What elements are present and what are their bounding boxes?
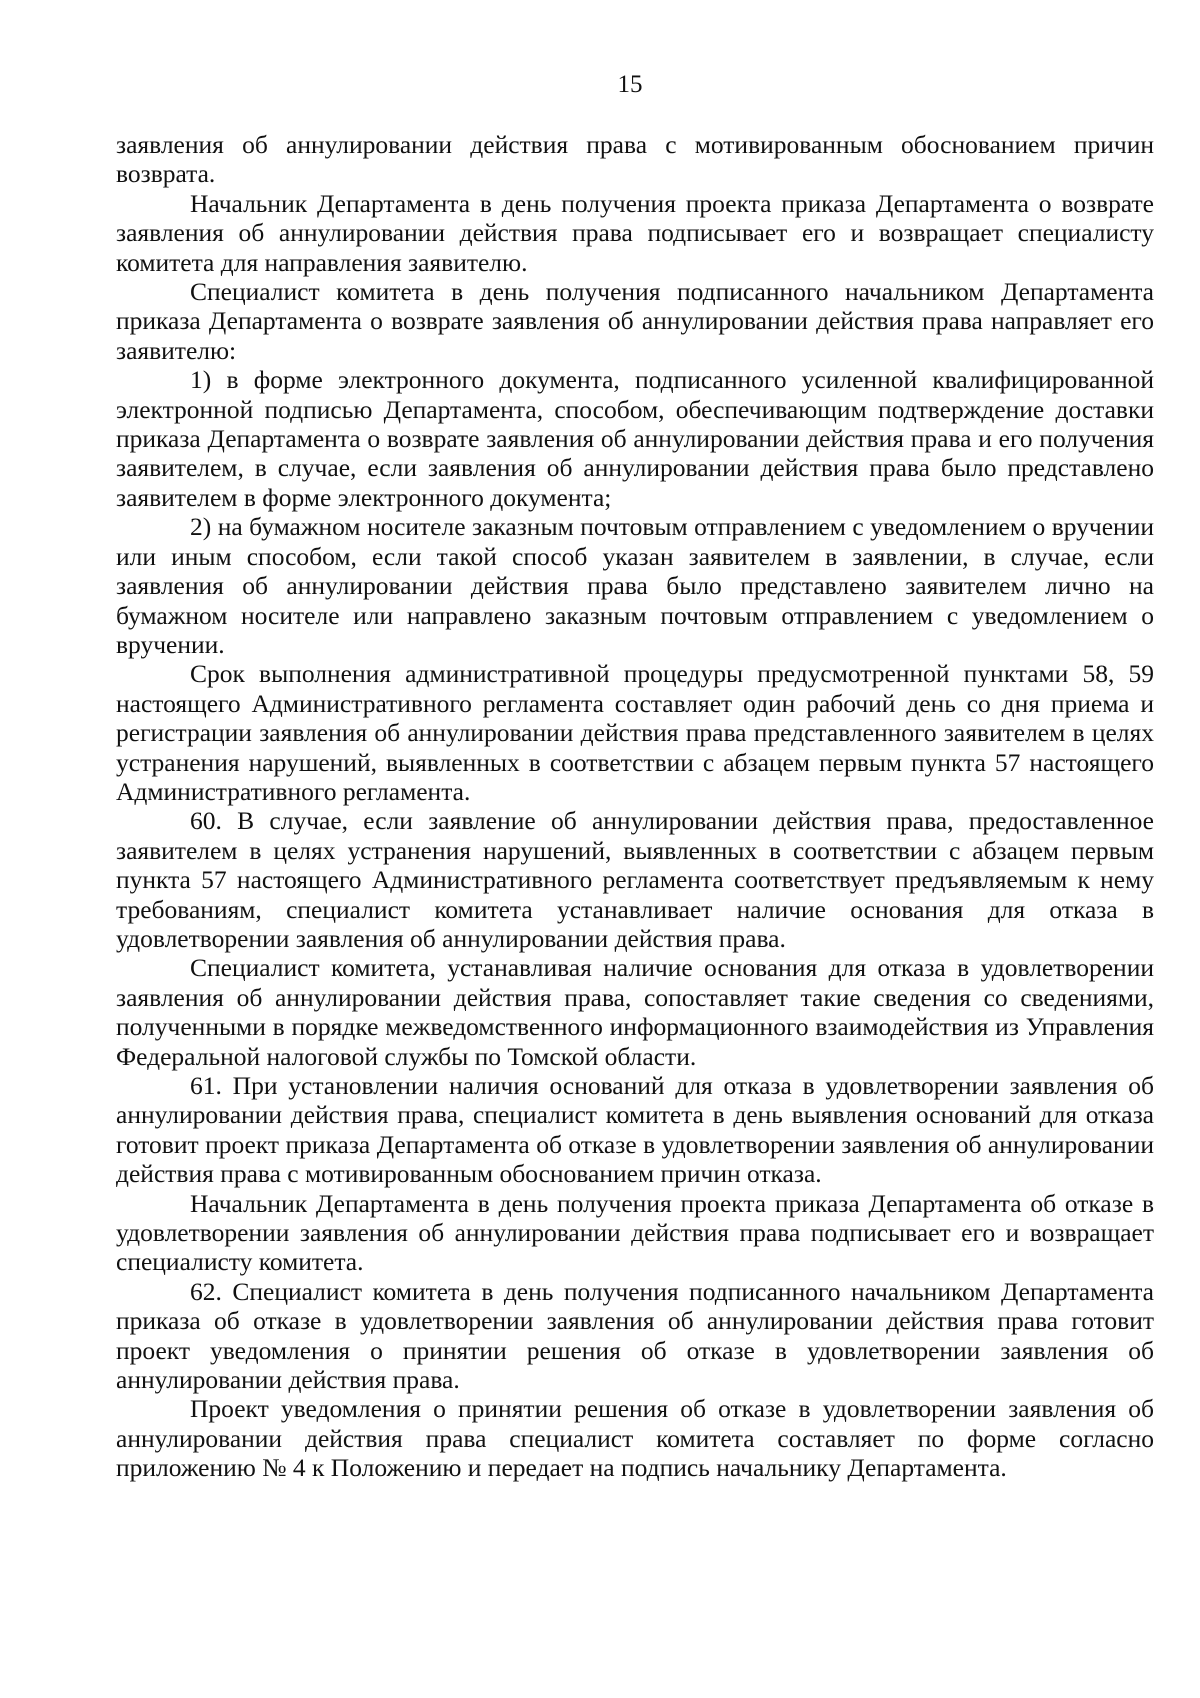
- paragraph: Специалист комитета в день получения подписанного начальником Департамента приказа Департамента о возврате заявления об аннулировании действия права направляет его заявителю:: [116, 277, 1154, 365]
- page-number: 15: [617, 71, 643, 98]
- clause-61: 61. При установлении наличия оснований для отказа в удовлетворении заявления об аннулировании действия права, специалист комитета в день выявления оснований для отказа готовит проект приказа Департамента об отказе в удовлетворении заявления об аннулировании действия права с мотивированным обоснованием причин отказа.: [116, 1071, 1154, 1189]
- paragraph-continuation: заявления об аннулировании действия права с мотивированным обоснованием причин возврата.: [116, 130, 1154, 189]
- paragraph: Специалист комитета, устанавливая наличие основания для отказа в удовлетворении заявления об аннулировании действия права, сопоставляет такие сведения со сведениями, полученными в порядке межведомственного информационного взаимодействия из Управления Федеральной налоговой службы по Томской области.: [116, 953, 1154, 1071]
- clause-60: 60. В случае, если заявление об аннулировании действия права, предоставленное заявителем в целях устранения нарушений, выявленных в соответствии с абзацем первым пункта 57 настоящего Административного регламента соответствует предъявляемым к нему требованиям, специалист комитета устанавливает наличие основания для отказа в удовлетворении заявления об аннулировании действия права.: [116, 806, 1154, 953]
- list-item-2: 2) на бумажном носителе заказным почтовым отправлением с уведомлением о вручении или иным способом, если такой способ указан заявителем в заявлении, в случае, если заявления об аннулировании действия права было представлено заявителем лично на бумажном носителе или направлено заказным почтовым отправлением с уведомлением о вручении.: [116, 512, 1154, 659]
- document-body: [116, 130, 1154, 1483]
- list-item-1: 1) в форме электронного документа, подписанного усиленной квалифицированной электронной подписью Департамента, способом, обеспечивающим подтверждение доставки приказа Департамента о возврате заявления об аннулировании действия права и его получения заявителем, в случае, если заявления об аннулировании действия права было представлено заявителем в форме электронного документа;: [116, 365, 1154, 512]
- paragraph: Срок выполнения административной процедуры предусмотренной пунктами 58, 59 настоящего Административного регламента составляет один рабочий день со дня приема и регистрации заявления об аннулировании действия права представленного заявителем в целях устранения нарушений, выявленных в соответствии с абзацем первым пункта 57 настоящего Административного регламента.: [116, 659, 1154, 806]
- paragraph: Начальник Департамента в день получения проекта приказа Департамента о возврате заявления об аннулировании действия права подписывает его и возвращает специалисту комитета для направления заявителю.: [116, 188, 1154, 277]
- paragraph: Начальник Департамента в день получения проекта приказа Департамента об отказе в удовлетворении заявления об аннулировании действия права подписывает его и возвращает специалисту комитета.: [116, 1188, 1154, 1277]
- paragraph: Проект уведомления о принятии решения об отказе в удовлетворении заявления об аннулировании действия права специалист комитета составляет по форме согласно приложению № 4 к Положению и передает на подпись начальнику Департамента.: [116, 1394, 1154, 1483]
- clause-62: 62. Специалист комитета в день получения подписанного начальником Департамента приказа об отказе в удовлетворении заявления об аннулировании действия права готовит проект уведомления о принятии решения об отказе в удовлетворении заявления об аннулировании действия права.: [116, 1276, 1154, 1395]
